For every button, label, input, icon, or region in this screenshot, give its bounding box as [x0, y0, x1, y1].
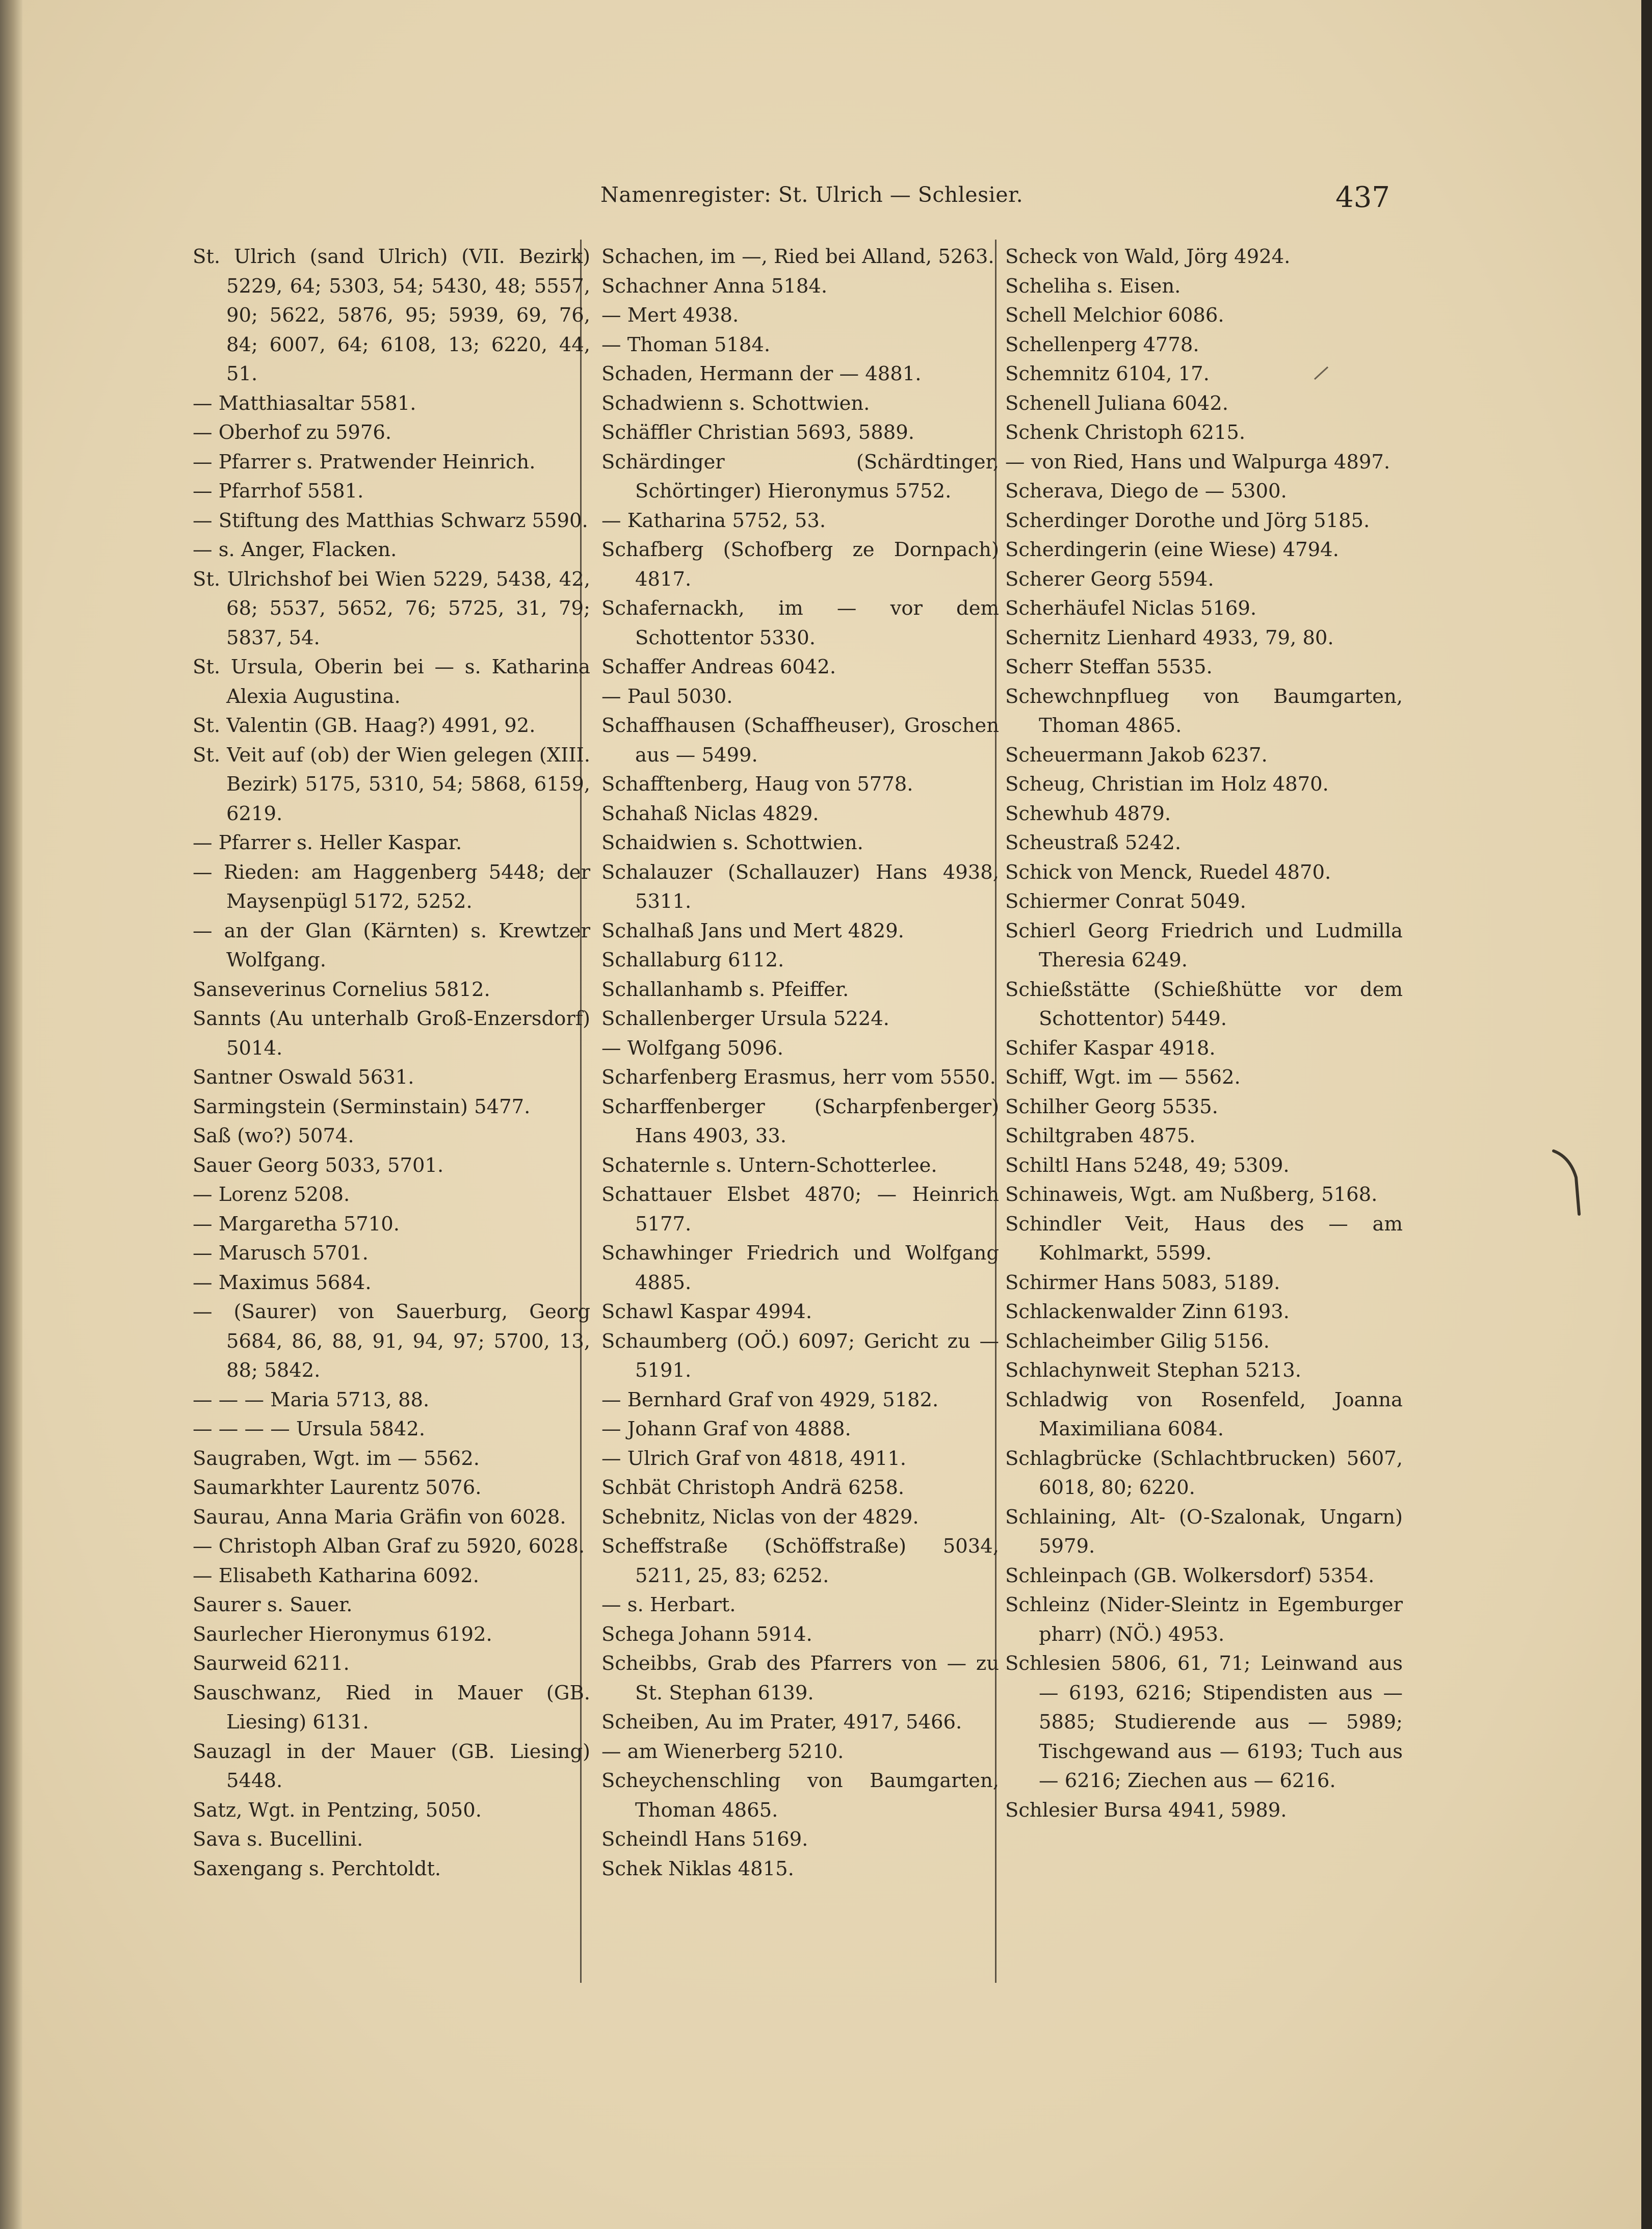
index-entry: Schahaß Niclas 4829.: [601, 802, 819, 825]
page-spine-shadow: [0, 0, 22, 2229]
index-entry: Scherhäufel Niclas 5169.: [1005, 597, 1257, 620]
index-entry: — am Wienerberg 5210.: [601, 1740, 844, 1763]
index-entry: Sarmingstein (Serminstain) 5477.: [193, 1095, 531, 1118]
index-entry: Schenell Juliana 6042.: [1005, 391, 1228, 415]
index-entry: Scherdingerin (eine Wiese) 4794.: [1005, 538, 1339, 561]
index-entry: Schlaining, Alt- (O-Szalonak, Ungarn) 5979.: [1005, 1505, 1403, 1558]
index-entry: Schek Niklas 4815.: [601, 1857, 794, 1880]
index-entry: Schaden, Hermann der — 4881.: [601, 362, 922, 385]
index-entry: Schawhinger Friedrich und Wolfgang 4885.: [601, 1242, 999, 1294]
index-entry: Schlesier Bursa 4941, 5989.: [1005, 1798, 1287, 1822]
index-column-2: [601, 242, 999, 1990]
index-entry: Scherr Steffan 5535.: [1005, 655, 1213, 678]
index-entry: Schattauer Elsbet 4870; — Heinrich 5177.: [601, 1183, 999, 1236]
index-entry: Saurau, Anna Maria Gräfin von 6028.: [193, 1505, 566, 1529]
index-entry: Scheug, Christian im Holz 4870.: [1005, 773, 1329, 796]
index-entry: Scheuermann Jakob 6237.: [1005, 743, 1268, 767]
index-entry: Schlacheimber Gilig 5156.: [1005, 1329, 1270, 1353]
index-entry: Sauzagl in der Mauer (GB. Liesing) 5448.: [193, 1740, 590, 1792]
index-entry: — — — Maria 5713, 88.: [193, 1388, 430, 1411]
index-entry: Scheindl Hans 5169.: [601, 1828, 808, 1851]
index-entry: St. Ulrich (sand Ulrich) (VII. Bezirk) 5229, 64; 5303, 54; 5430, 48; 5557, 90; 5622, 5876, 95; 5939, 69, 76, 84; 6007, 64; 6108, 13; 6220, 44, 51.: [193, 245, 590, 385]
index-entry: Schiff, Wgt. im — 5562.: [1005, 1066, 1241, 1089]
page-number: 437: [1335, 181, 1390, 214]
index-entry: Scheibbs, Grab des Pfarrers von — zu St. Stephan 6139.: [601, 1652, 999, 1704]
index-entry: Saxengang s. Perchtoldt.: [193, 1857, 441, 1880]
index-entry: Schaffhausen (Schaffheuser), Groschen aus — 5499.: [601, 714, 999, 767]
index-entry: Saurer s. Sauer.: [193, 1593, 353, 1616]
index-entry: — Stiftung des Matthias Schwarz 5590.: [193, 509, 588, 532]
index-entry: — s. Herbart.: [601, 1593, 736, 1616]
index-entry: — Pfarrhof 5581.: [193, 480, 364, 503]
index-entry: Schärdinger (Schärdtinger, Schörtinger) Hieronymus 5752.: [601, 450, 999, 503]
index-entry: Schafernackh, im — vor dem Schottentor 5330.: [601, 597, 999, 649]
index-entry: Schleinz (Nider-Sleintz in Egemburger pharr) (NÖ.) 4953.: [1005, 1593, 1403, 1646]
index-entry: Schleinpach (GB. Wolkersdorf) 5354.: [1005, 1564, 1375, 1587]
index-entry: Schafberg (Schofberg ze Dornpach) 4817.: [601, 538, 999, 591]
index-entry: Saurlecher Hieronymus 6192.: [193, 1622, 492, 1646]
index-entry: Schewhub 4879.: [1005, 802, 1171, 825]
index-entry: Schalauzer (Schallauzer) Hans 4938, 5311.: [601, 860, 999, 913]
index-entry: St. Ursula, Oberin bei — s. Katharina Alexia Augustina.: [193, 655, 590, 708]
pencil-mark-icon: [1313, 362, 1333, 382]
index-entry: St. Veit auf (ob) der Wien gelegen (XIII. Bezirk) 5175, 5310, 54; 5868, 6159, 6219.: [193, 743, 590, 825]
index-entry: Santner Oswald 5631.: [193, 1066, 414, 1089]
index-entry: — Pfarrer s. Heller Kaspar.: [193, 831, 462, 854]
index-entry: Schießstätte (Schießhütte vor dem Schottentor) 5449.: [1005, 978, 1403, 1030]
index-entry: Schega Johann 5914.: [601, 1622, 812, 1646]
index-entry: Schemnitz 6104, 17.: [1005, 362, 1210, 385]
index-entry: Schierl Georg Friedrich und Ludmilla Theresia 6249.: [1005, 919, 1403, 972]
index-entry: Schenk Christoph 6215.: [1005, 421, 1246, 444]
index-entry: — (Saurer) von Sauerburg, Georg 5684, 86, 88, 91, 94, 97; 5700, 13, 88; 5842.: [193, 1300, 590, 1382]
index-entry: — an der Glan (Kärnten) s. Krewtzer Wolfgang.: [193, 919, 590, 972]
index-entry: — Lorenz 5208.: [193, 1183, 350, 1206]
index-entry: Scharfenberg Erasmus, herr vom 5550.: [601, 1066, 996, 1089]
index-entry: Schellenperg 4778.: [1005, 333, 1199, 356]
index-entry: Schiltl Hans 5248, 49; 5309.: [1005, 1153, 1290, 1177]
index-entry: Schachen, im —, Ried bei Alland, 5263.: [601, 245, 994, 268]
index-entry: Schawl Kaspar 4994.: [601, 1300, 812, 1323]
index-entry: Sauer Georg 5033, 5701.: [193, 1153, 444, 1177]
index-entry: Schlackenwalder Zinn 6193.: [1005, 1300, 1290, 1323]
index-entry: Sannts (Au unterhalb Groß-Enzersdorf) 5014.: [193, 1007, 590, 1060]
index-entry: — Margaretha 5710.: [193, 1212, 400, 1236]
index-entry: Schlagbrücke (Schlachtbrucken) 5607, 6018, 80; 6220.: [1005, 1447, 1403, 1499]
index-entry: Schindler Veit, Haus des — am Kohlmarkt, 5599.: [1005, 1212, 1403, 1265]
index-entry: Schiermer Conrat 5049.: [1005, 890, 1246, 913]
index-entry: Schaumberg (OÖ.) 6097; Gericht zu — 5191.: [601, 1329, 999, 1382]
index-entry: Schinaweis, Wgt. am Nußberg, 5168.: [1005, 1183, 1378, 1206]
index-entry: Schirmer Hans 5083, 5189.: [1005, 1271, 1280, 1294]
index-entry: Scherdinger Dorothe und Jörg 5185.: [1005, 509, 1370, 532]
index-entry: Satz, Wgt. in Pentzing, 5050.: [193, 1798, 482, 1822]
index-entry: Sauschwanz, Ried in Mauer (GB. Liesing) 6131.: [193, 1681, 590, 1734]
index-entry: Scherer Georg 5594.: [1005, 567, 1214, 591]
index-entry: Schalhaß Jans und Mert 4829.: [601, 919, 904, 942]
index-entry: Schäffler Christian 5693, 5889.: [601, 421, 914, 444]
index-entry: — Paul 5030.: [601, 685, 733, 708]
index-entry: Schlesien 5806, 61, 71; Leinwand aus — 6193, 6216; Stipendisten aus — 5885; Studierende aus — 5989; Tischgewand aus — 6193; Tuch aus — 6216; Ziechen aus — 6216.: [1005, 1652, 1403, 1792]
index-entry: Schaffer Andreas 6042.: [601, 655, 836, 678]
index-entry: Sanseverinus Cornelius 5812.: [193, 978, 490, 1001]
index-entry: Schick von Menck, Ruedel 4870.: [1005, 860, 1331, 884]
index-entry: Schebnitz, Niclas von der 4829.: [601, 1505, 919, 1529]
index-entry: Scheustraß 5242.: [1005, 831, 1182, 854]
index-entry: Sava s. Bucellini.: [193, 1828, 363, 1851]
index-entry: Schifer Kaspar 4918.: [1005, 1036, 1216, 1060]
index-entry: — — — — Ursula 5842.: [193, 1418, 426, 1440]
running-header: Namenregister: St. Ulrich — Schlesier.: [600, 182, 1024, 207]
index-entry: Schernitz Lienhard 4933, 79, 80.: [1005, 626, 1334, 649]
index-entry: — Ulrich Graf von 4818, 4911.: [601, 1447, 907, 1470]
index-entry: Schaternle s. Untern-Schotterlee.: [601, 1153, 937, 1177]
margin-bracket-icon: [1550, 1147, 1590, 1218]
index-entry: — Thoman 5184.: [601, 333, 771, 356]
index-entry: Schbät Christoph Andrä 6258.: [601, 1476, 905, 1499]
index-entry: — Elisabeth Katharina 6092.: [193, 1564, 479, 1587]
index-entry: St. Valentin (GB. Haag?) 4991, 92.: [193, 714, 536, 737]
index-entry: — Mert 4938.: [601, 304, 739, 327]
index-entry: Saugraben, Wgt. im — 5562.: [193, 1447, 480, 1470]
index-entry: — Pfarrer s. Pratwender Heinrich.: [193, 450, 536, 474]
index-column-1: [193, 242, 590, 1990]
index-entry: — Johann Graf von 4888.: [601, 1418, 851, 1440]
index-entry: Schadwienn s. Schottwien.: [601, 391, 870, 415]
index-entry: — von Ried, Hans und Walpurga 4897.: [1005, 450, 1391, 474]
index-entry: — Matthiasaltar 5581.: [193, 391, 416, 415]
index-entry: Schallanhamb s. Pfeiffer.: [601, 978, 849, 1001]
index-entry: — s. Anger, Flacken.: [193, 538, 397, 561]
index-entry: Schilher Georg 5535.: [1005, 1095, 1218, 1118]
index-entry: — Marusch 5701.: [193, 1242, 369, 1265]
index-entry: Schaidwien s. Schottwien.: [601, 831, 863, 854]
index-entry: Schachner Anna 5184.: [601, 274, 828, 298]
index-entry: Saurweid 6211.: [193, 1652, 350, 1675]
index-entry: — Wolfgang 5096.: [601, 1036, 783, 1060]
index-entry: Schallaburg 6112.: [601, 949, 784, 972]
index-entry: St. Ulrichshof bei Wien 5229, 5438, 42, 68; 5537, 5652, 76; 5725, 31, 79; 5837, 54.: [193, 567, 590, 649]
index-entry: — Katharina 5752, 53.: [601, 509, 826, 532]
index-entry: Schafftenberg, Haug von 5778.: [601, 773, 913, 796]
index-entry: Scheiben, Au im Prater, 4917, 5466.: [601, 1711, 962, 1734]
index-entry: Schallenberger Ursula 5224.: [601, 1007, 889, 1030]
index-entry: Scherava, Diego de — 5300.: [1005, 480, 1287, 503]
index-entry: Scharffenberger (Scharpfenberger) Hans 4903, 33.: [601, 1095, 999, 1147]
index-entry: Schell Melchior 6086.: [1005, 304, 1224, 327]
index-entry: — Maximus 5684.: [193, 1271, 372, 1294]
index-entry: Scheck von Wald, Jörg 4924.: [1005, 245, 1291, 268]
index-entry: Saß (wo?) 5074.: [193, 1124, 354, 1147]
index-entry: — Christoph Alban Graf zu 5920, 6028.: [193, 1535, 585, 1558]
index-entry: Schlachynweit Stephan 5213.: [1005, 1359, 1301, 1382]
index-column-3: [1005, 242, 1403, 1990]
index-entry: Scheychenschling von Baumgarten, Thoman 4865.: [601, 1769, 999, 1822]
index-entry: Schiltgraben 4875.: [1005, 1124, 1196, 1147]
index-entry: Scheffstraße (Schöffstraße) 5034, 5211, 25, 83; 6252.: [601, 1535, 999, 1587]
index-entry: Schladwig von Rosenfeld, Joanna Maximiliana 6084.: [1005, 1388, 1403, 1440]
index-entry: — Bernhard Graf von 4929, 5182.: [601, 1388, 939, 1411]
index-entry: — Rieden: am Haggenberg 5448; der Maysenpügl 5172, 5252.: [193, 860, 590, 913]
index-entry: Saumarkhter Laurentz 5076.: [193, 1476, 482, 1499]
index-entry: — Oberhof zu 5976.: [193, 421, 392, 444]
index-entry: Scheliha s. Eisen.: [1005, 274, 1181, 298]
index-entry: Schewchnpflueg von Baumgarten, Thoman 4865.: [1005, 685, 1403, 737]
